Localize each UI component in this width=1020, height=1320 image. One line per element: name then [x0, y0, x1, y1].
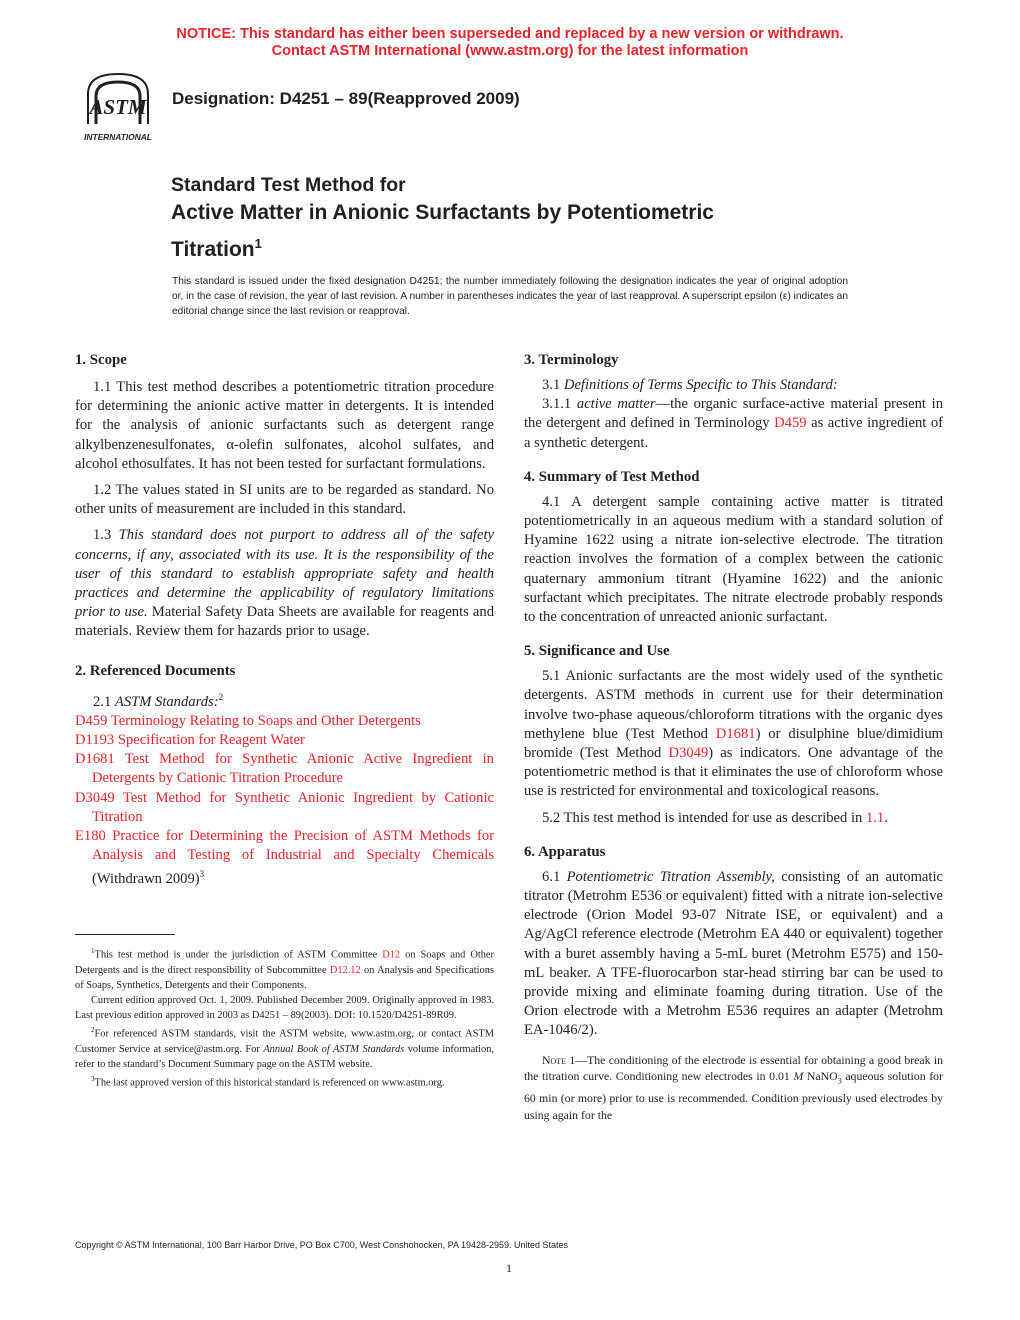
section-5-2-a: 5.2 This test method is intended for use as described in: [542, 809, 866, 826]
title-line-1: Standard Test Method for: [171, 174, 406, 196]
withdrawal-notice: [0, 26, 1020, 60]
footnote-1-mark: 1: [91, 947, 95, 956]
referenced-document-d1681: [75, 750, 494, 788]
footnote-2: [75, 1023, 494, 1072]
e180-code-link[interactable]: E180: [75, 827, 106, 844]
d3049-code-link[interactable]: D3049: [75, 789, 115, 806]
referenced-document-d459: [75, 712, 494, 731]
section-6-1: [524, 868, 943, 1041]
document-title: [171, 173, 714, 265]
term-active-matter: active matter: [576, 396, 656, 413]
referenced-document-e180: [75, 827, 494, 889]
issued-under-statement: This standard is issued under the fixed designation D4251; the number immediately following the designation indicates the year of original adoption or, in the case of revision, the year of last revision. A number in parentheses indicates the year of last reapproval. A superscript epsilon (ε) indicates an editorial change since the last revision or reapproval.: [172, 276, 848, 317]
subcommittee-d12-12-link[interactable]: D12.12: [329, 964, 361, 976]
section-2-1-number: 2.1: [93, 693, 112, 710]
d1681-title-link[interactable]: Test Method for Synthetic Anionic Active Ingredient in Detergents by Cationic Titration Procedure: [92, 751, 494, 787]
withdrawn-note: (Withdrawn 2009): [92, 871, 200, 888]
page-number: 1: [506, 1261, 512, 1275]
note-1-molar: M: [793, 1069, 804, 1084]
section-1-2: 1.2 The values stated in SI units are to be regarded as standard. No other units of measurement are included in this standard.: [75, 482, 494, 518]
section-5-1: [524, 667, 943, 801]
referenced-document-d3049: [75, 789, 494, 827]
astm-logo: [72, 72, 164, 144]
footnote-1-c: on Analysis and Specifications of Soaps, Synthetics, Detergents and their Components.: [75, 964, 494, 992]
section-3-1-number: 3.1: [542, 377, 561, 393]
footnote-2-b: volume information, refer to the standard’s Document Summary page on the ASTM website.: [75, 1043, 494, 1070]
section-5-heading: 5. Significance and Use: [524, 643, 670, 660]
notice-line-1: NOTICE: This standard has either been superseded and replaced by a new version or withdrawn.: [176, 26, 844, 42]
d1681-code-link[interactable]: D1681: [75, 751, 115, 768]
notice-line-2: Contact ASTM International (www.astm.org) for the latest information: [271, 43, 749, 59]
footnote-1: [75, 944, 494, 993]
note-1-label: Note 1: [542, 1052, 576, 1067]
footnotes: [75, 944, 494, 1090]
section-5-1-b: ) or disulphine blue/dimidium bromide (Test Method: [524, 725, 943, 762]
section-3-1-1-text: —the organic surface-active material present in the detergent and defined in Terminology: [524, 396, 943, 432]
section-2-heading: 2. Referenced Documents: [75, 662, 236, 679]
footnote-1-a: This test method is under the jurisdiction of ASTM Committee: [94, 949, 383, 961]
section-5-1-a: 5.1 Anionic surfactants are the most widely used of the synthetic detergents. ASTM methods in current use for their determination involve two-phase aqueous/chloroform titrations with the organic dyes methylene blue (Test Method: [524, 668, 943, 742]
section-6-1-number: 6.1: [542, 868, 561, 885]
section-2-1: [75, 688, 494, 712]
d3049-title-link[interactable]: Test Method for Synthetic Anionic Ingredient by Cationic Titration: [92, 789, 494, 825]
note-1-sub: 3: [837, 1076, 842, 1086]
section-3-1-1-number: 3.1.1: [542, 396, 572, 413]
section-4-heading: 4. Summary of Test Method: [524, 468, 700, 485]
section-3-heading: 3. Terminology: [524, 352, 619, 368]
title-footnote-mark: 1: [254, 236, 262, 251]
d1193-code-link[interactable]: D1193: [75, 731, 115, 748]
section-3-1: [524, 376, 943, 395]
section-6-1-italic: Potentiometric Titration Assembly,: [566, 868, 775, 885]
section-3-1-1-tail: as active ingredient of a synthetic detergent.: [524, 415, 943, 451]
section-1-heading: 1. Scope: [75, 352, 127, 368]
footnote-rule: [75, 934, 175, 935]
footnote-1-edition: Current edition approved Oct. 1, 2009. Published December 2009. Originally approved in 1983. Last previous edition approved in 2003 as D4251 – 89(2003). DOI: 10.1520/D4251-89R09.: [75, 995, 494, 1022]
section-1-3-italic: This standard does not purport to address all of the safety concerns, if any, associated with its use. It is the responsibility of the user of this standard to establish appropriate safety and health practices and determine the applicability of regulatory limitations prior to use.: [75, 527, 494, 621]
title-line-3: [171, 228, 714, 265]
footnote-3: [75, 1072, 494, 1091]
copyright: Copyright © ASTM International, 100 Barr Harbor Drive, PO Box C700, West Conshohocken, PA 19428-2959. United States: [75, 1240, 569, 1250]
committee-d12-link[interactable]: D12: [382, 949, 401, 961]
e180-title-link[interactable]: Practice for Determining the Precision of ASTM Methods for Analysis and Testing of Industrial and Specialty Chemicals: [92, 827, 495, 864]
left-column: [75, 350, 494, 1091]
note-1-a: —The conditioning of the electrode is essential for obtaining a good break in the titration curve. Conditioning new electrodes in 0.01: [524, 1052, 943, 1084]
withdrawn-footnote-mark: 3: [199, 869, 205, 880]
note-1: [524, 1052, 943, 1124]
section-2-1-italic: ASTM Standards:: [114, 693, 219, 710]
note-1-b: NaNO: [803, 1069, 838, 1084]
referenced-documents-list: [75, 712, 494, 890]
section-6-1-text: consisting of an automatic titrator (Metrohm E536 or equivalent) fitted with a nitrate ion-selective electrode (Orion Model 93-07 Nitrate ISE, or equivalent) and a Ag/AgCl reference electrode (Metrohm EA 440 or equivalent) together with a buret assembly having a 5-mL buret (Metrohm E575) and 150-mL beaker. A TFE-fluorocarbon star-head stirring bar can be used to provide mixing and eliminate foaming during titration. Use of the Orion electrode with a Metrohm E536 requires an adapter (Metrohm EA-1046/2).: [524, 868, 944, 1039]
note-1-c: aqueous solution for 60 min (or more) prior to use is recommended. Condition previously used electrodes by using again for the: [524, 1069, 943, 1122]
section-1-1: 1.1 This test method describes a potentiometric titration procedure for determining the anionic active matter in detergents. It is intended for the analysis of anionic surfactants such as detergent range alkylbenzenesulfonates, α-olefin sulfonates, alcohol sulfates, and alcohol ethosulfates. It has not been tested for surfactant formulations.: [75, 379, 494, 472]
title-line-2: Active Matter in Anionic Surfactants by Potentiometric: [171, 201, 714, 224]
d1681-link[interactable]: D1681: [715, 725, 756, 742]
section-3-1-1: [524, 395, 943, 453]
d459-link[interactable]: D459: [774, 415, 807, 432]
section-2-1-mark: 2: [218, 691, 224, 702]
logo-mark-text: ASTM: [89, 95, 147, 119]
footnote-2-a: For referenced ASTM standards, visit the ASTM website, www.astm.org, or contact ASTM Customer Service at service@astm.org. For: [75, 1028, 494, 1055]
section-1-3-rest: Material Safety Data Sheets are available for reagents and materials. Review them for hazards prior to usage.: [75, 604, 494, 640]
footnote-3-text: The last approved version of this historical standard is referenced on www.astm.org.: [94, 1077, 445, 1089]
section-1-3-number: 1.3: [93, 527, 112, 544]
d459-title-link[interactable]: Terminology Relating to Soaps and Other Detergents: [110, 712, 421, 729]
section-4-1: 4.1 A detergent sample containing active matter is titrated potentiometrically in an aqueous medium with a standard solution of Hyamine 1622 using a nitrate ion-selective electrode. The titration reaction involves the formation of a complex between the cationic quaternary ammonium titrant (Hyamine 1622) and the anionic surfactant which precipitates. The nitrate electrode probably responds to the concentration of unreacted anionic surfactant.: [524, 493, 943, 626]
logo-subtitle: INTERNATIONAL: [84, 132, 152, 142]
title-line-3-text: Titration: [171, 238, 255, 261]
footnote-2-italic: Annual Book of ASTM Standards: [263, 1043, 405, 1055]
section-6-heading: 6. Apparatus: [524, 843, 606, 860]
section-5-1-c: ) as indicators. One advantage of the potentiometric method is that it eliminates the use of chloroform whose use is restricted for environmental and toxicological reasons.: [524, 745, 943, 800]
d1193-title-link[interactable]: Specification for Reagent Water: [117, 731, 305, 748]
referenced-document-d1193: [75, 731, 494, 750]
section-5-2-b: .: [884, 809, 888, 826]
right-column: [524, 350, 943, 1123]
footnote-3-mark: 3: [91, 1075, 95, 1084]
section-5-2: [524, 809, 943, 828]
footnote-2-mark: 2: [91, 1026, 95, 1035]
d3049-link[interactable]: D3049: [668, 745, 709, 762]
footnote-1-b: on Soaps and Other Detergents and is the direct responsibility of Subcommittee: [75, 949, 494, 976]
section-1-1-link[interactable]: 1.1: [865, 809, 885, 826]
section-3-1-italic: Definitions of Terms Specific to This Standard:: [563, 377, 838, 393]
d459-code-link[interactable]: D459: [75, 712, 108, 729]
section-1-3: [75, 526, 494, 641]
designation: Designation: D4251 – 89(Reapproved 2009): [172, 89, 520, 108]
